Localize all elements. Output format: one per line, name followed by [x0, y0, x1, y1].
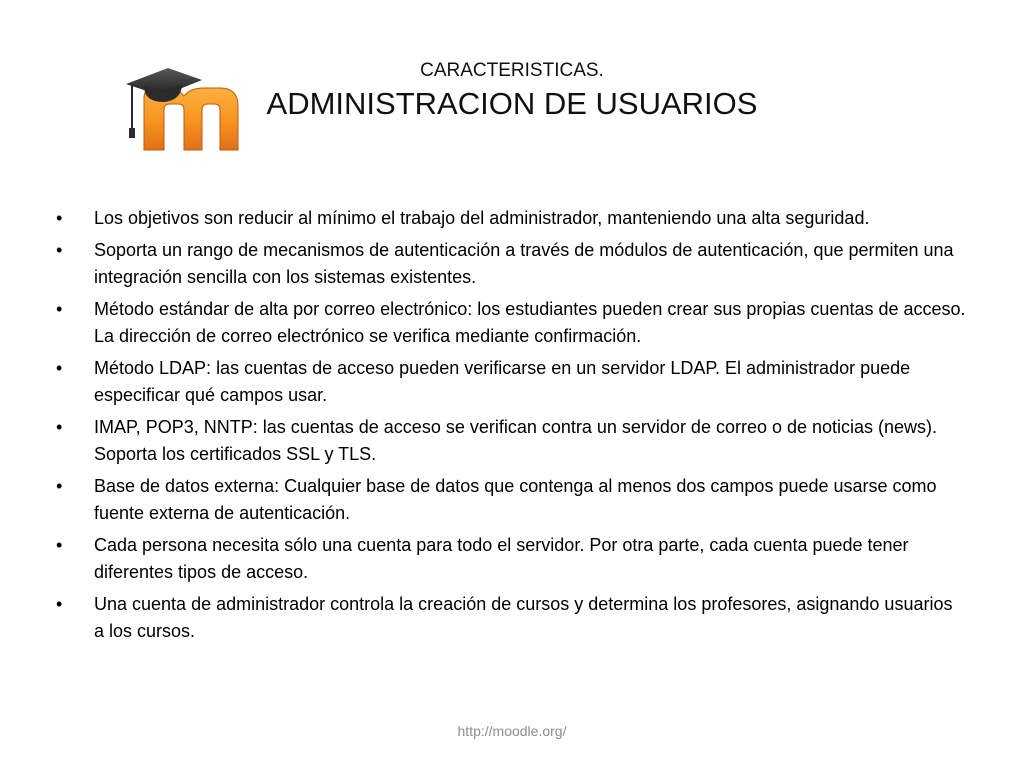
bullet-icon: • [56, 357, 63, 378]
list-item-text: Una cuenta de administrador controla la creación de cursos y determina los profesores, asignando usuarios a los cursos. [94, 593, 953, 641]
bullet-icon: • [56, 475, 63, 496]
footer-url: http://moodle.org/ [457, 723, 567, 739]
bullet-list [56, 205, 966, 650]
list-item-text: Base de datos externa: Cualquier base de datos que contenga al menos dos campos puede usarse como fuente externa de autenticación. [94, 475, 937, 523]
list-item-text: Soporta un rango de mecanismos de autenticación a través de módulos de autenticación, que permiten una integración sencilla con los sistemas existentes. [94, 239, 954, 287]
bullet-icon: • [56, 239, 63, 260]
slide-title: ADMINISTRACION DE USUARIOS [266, 86, 758, 121]
list-item [56, 296, 966, 351]
bullet-icon: • [56, 208, 63, 228]
list-item [56, 414, 966, 469]
list-item [56, 473, 966, 528]
slide-subtitle: CARACTERISTICAS. [420, 60, 604, 81]
bullet-icon: • [56, 416, 63, 437]
list-item [56, 591, 966, 646]
bullet-icon: • [56, 593, 63, 614]
list-item-text: Método estándar de alta por correo electrónico: los estudiantes pueden crear sus propias cuentas de acceso. La dirección de correo electrónico se verifica mediante confirmación. [94, 298, 966, 346]
bullet-icon: • [56, 298, 63, 319]
title-block [200, 58, 824, 124]
bullet-icon: • [56, 534, 63, 555]
list-item [56, 532, 966, 587]
list-item-text: IMAP, POP3, NNTP: las cuentas de acceso se verifican contra un servidor de correo o de noticias (news). Soporta los certificados SSL y TLS. [94, 416, 938, 464]
list-item [56, 237, 966, 292]
list-item-text: Método LDAP: las cuentas de acceso pueden verificarse en un servidor LDAP. El administrador puede especificar qué campos usar. [94, 357, 911, 405]
list-item [56, 355, 966, 410]
list-item-text: Los objetivos son reducir al mínimo el trabajo del administrador, manteniendo una alta seguridad. [94, 208, 870, 228]
list-item [56, 205, 966, 233]
list-item-text: Cada persona necesita sólo una cuenta para todo el servidor. Por otra parte, cada cuenta puede tener diferentes tipos de acceso. [94, 534, 909, 582]
